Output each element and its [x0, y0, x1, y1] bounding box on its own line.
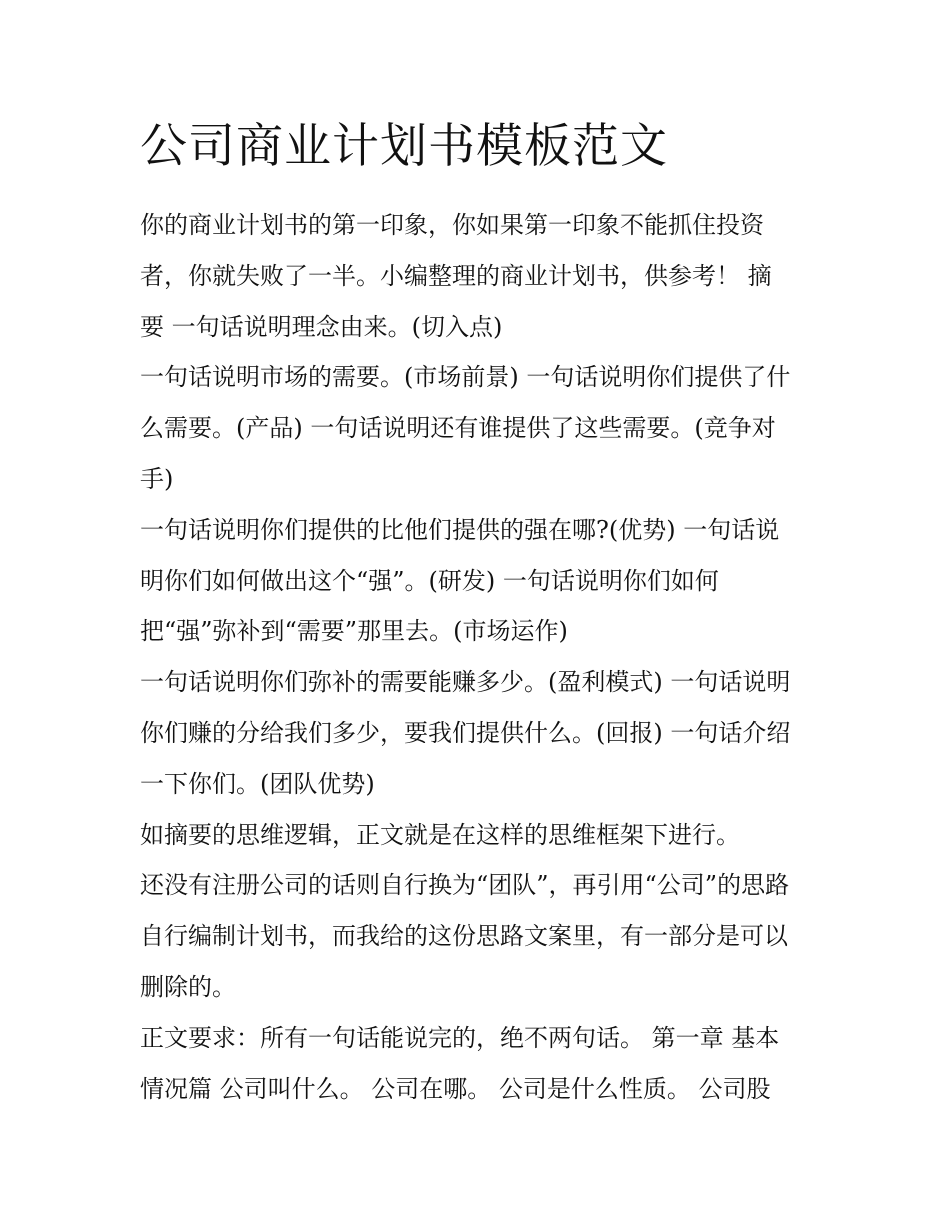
- body-line: 还没有注册公司的话则自行换为“团队”，再引用“公司”的思路: [140, 871, 790, 900]
- body-line: 如摘要的思维逻辑，正文就是在这样的思维框架下进行。: [140, 820, 740, 849]
- body-line: 情况篇 公司叫什么。 公司在哪。 公司是什么性质。 公司股: [140, 1074, 771, 1103]
- body-line: 一句话说明你们提供的比他们提供的强在哪?(优势) 一句话说: [140, 515, 780, 544]
- body-line: 把“强”弥补到“需要”那里去。(市场运作): [140, 617, 568, 646]
- body-line: 么需要。(产品) 一句话说明还有谁提供了这些需要。(竞争对: [140, 414, 776, 443]
- body-line: 明你们如何做出这个“强”。(研发) 一句话说明你们如何: [140, 566, 719, 595]
- body-line: 一句话说明市场的需要。(市场前景) 一句话说明你们提供了什: [140, 363, 791, 392]
- body-line: 自行编制计划书，而我给的这份思路文案里，有一部分是可以: [140, 922, 788, 951]
- document-page: [140, 118, 820, 1114]
- body-line: 者，你就失败了一半。小编整理的商业计划书，供参考！ 摘: [140, 261, 772, 290]
- body-line: 删除的。: [140, 972, 236, 1001]
- document-body: [140, 200, 820, 1114]
- body-line: 一下你们。(团队优势): [140, 769, 375, 798]
- document-title: 公司商业计划书模板范文: [140, 119, 668, 174]
- body-line: 要 一句话说明理念由来。(切入点): [140, 312, 503, 341]
- body-line: 手): [140, 464, 174, 493]
- body-line: 正文要求：所有一句话能说完的，绝不两句话。 第一章 基本: [140, 1023, 780, 1052]
- body-line: 一句话说明你们弥补的需要能赚多少。(盈利模式) 一句话说明: [140, 668, 791, 697]
- body-line: 你们赚的分给我们多少，要我们提供什么。(回报) 一句话介绍: [140, 718, 791, 747]
- body-line: 你的商业计划书的第一印象，你如果第一印象不能抓住投资: [140, 211, 764, 239]
